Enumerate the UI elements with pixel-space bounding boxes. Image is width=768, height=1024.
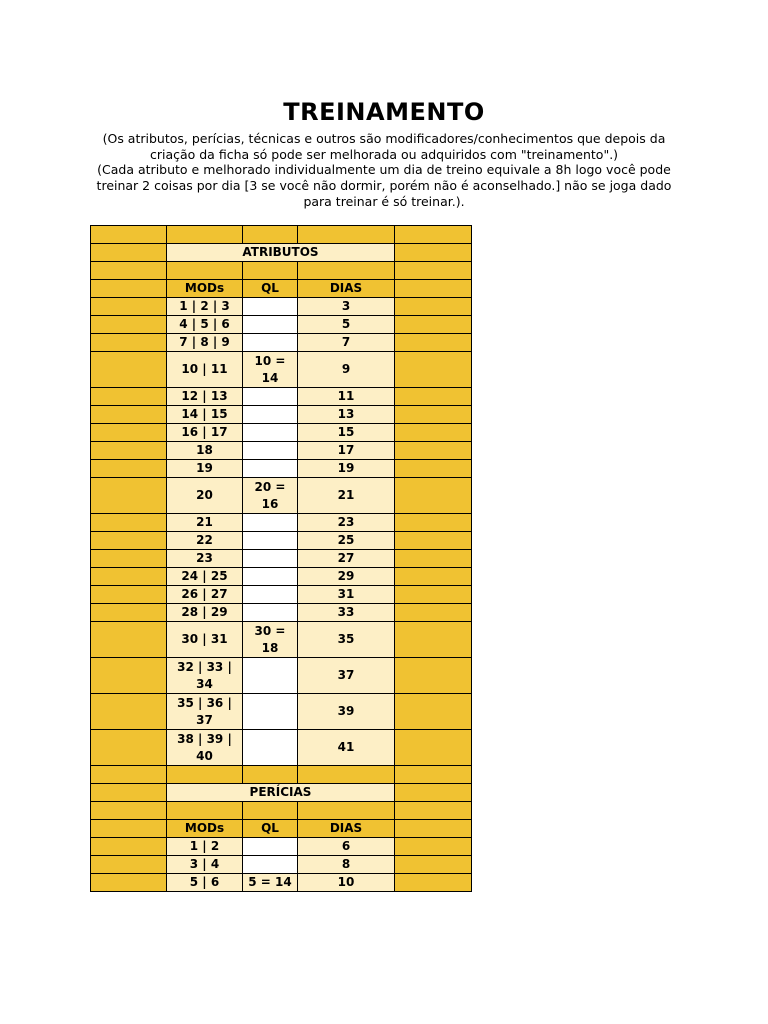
empty-cell xyxy=(395,280,472,298)
empty-cell xyxy=(91,622,167,658)
ql-cell: 20 = 16 xyxy=(243,478,298,514)
column-header-ql: QL xyxy=(243,820,298,838)
mods-cell: 21 xyxy=(167,514,243,532)
pericias-heading: PERÍCIAS xyxy=(167,784,395,802)
empty-cell xyxy=(395,316,472,334)
empty-cell xyxy=(91,784,167,802)
dias-cell: 29 xyxy=(298,568,395,586)
empty-cell xyxy=(395,478,472,514)
ql-cell xyxy=(243,838,298,856)
mods-cell: 35 | 36 | 37 xyxy=(167,694,243,730)
ql-cell xyxy=(243,334,298,352)
empty-cell xyxy=(91,604,167,622)
ql-cell xyxy=(243,316,298,334)
mods-cell: 4 | 5 | 6 xyxy=(167,316,243,334)
atributos-heading-row xyxy=(91,244,472,262)
ql-cell: 5 = 14 xyxy=(243,874,298,892)
empty-cell xyxy=(395,784,472,802)
table-row xyxy=(91,604,472,622)
column-header-ql: QL xyxy=(243,280,298,298)
mods-cell: 14 | 15 xyxy=(167,406,243,424)
mods-cell: 16 | 17 xyxy=(167,424,243,442)
dias-cell: 3 xyxy=(298,298,395,316)
ql-cell xyxy=(243,604,298,622)
dias-cell: 17 xyxy=(298,442,395,460)
empty-cell xyxy=(243,262,298,280)
empty-cell xyxy=(91,514,167,532)
column-header-dias: DIAS xyxy=(298,820,395,838)
empty-cell xyxy=(91,586,167,604)
empty-cell xyxy=(395,460,472,478)
spacer-row xyxy=(91,226,472,244)
empty-cell xyxy=(91,316,167,334)
empty-cell xyxy=(91,388,167,406)
ql-cell xyxy=(243,298,298,316)
table-row xyxy=(91,874,472,892)
table-row xyxy=(91,694,472,730)
dias-cell: 33 xyxy=(298,604,395,622)
mods-cell: 20 xyxy=(167,478,243,514)
mods-cell: 3 | 4 xyxy=(167,856,243,874)
ql-cell xyxy=(243,388,298,406)
empty-cell xyxy=(91,406,167,424)
spacer-row xyxy=(91,262,472,280)
table-row xyxy=(91,658,472,694)
empty-cell xyxy=(91,298,167,316)
empty-cell xyxy=(395,622,472,658)
dias-cell: 25 xyxy=(298,532,395,550)
empty-cell xyxy=(395,226,472,244)
empty-cell xyxy=(395,586,472,604)
empty-cell xyxy=(91,838,167,856)
empty-cell xyxy=(167,226,243,244)
empty-cell xyxy=(395,604,472,622)
empty-cell xyxy=(167,802,243,820)
column-header-dias: DIAS xyxy=(298,280,395,298)
dias-cell: 23 xyxy=(298,514,395,532)
dias-cell: 19 xyxy=(298,460,395,478)
table-row xyxy=(91,406,472,424)
table-row xyxy=(91,838,472,856)
table-row xyxy=(91,388,472,406)
empty-cell xyxy=(91,226,167,244)
empty-cell xyxy=(395,244,472,262)
training-table xyxy=(90,225,472,892)
dias-cell: 37 xyxy=(298,658,395,694)
mods-cell: 22 xyxy=(167,532,243,550)
empty-cell xyxy=(167,766,243,784)
empty-cell xyxy=(91,874,167,892)
empty-cell xyxy=(395,838,472,856)
empty-cell xyxy=(91,550,167,568)
empty-cell xyxy=(91,460,167,478)
dias-cell: 7 xyxy=(298,334,395,352)
table-row xyxy=(91,568,472,586)
mods-cell: 19 xyxy=(167,460,243,478)
table-row xyxy=(91,334,472,352)
empty-cell xyxy=(91,820,167,838)
empty-cell xyxy=(91,532,167,550)
ql-cell: 30 = 18 xyxy=(243,622,298,658)
mods-cell: 10 | 11 xyxy=(167,352,243,388)
table-row xyxy=(91,532,472,550)
empty-cell xyxy=(395,532,472,550)
dias-cell: 31 xyxy=(298,586,395,604)
dias-cell: 35 xyxy=(298,622,395,658)
empty-cell xyxy=(395,550,472,568)
table-row xyxy=(91,730,472,766)
intro-note-2: (Cada atributo e melhorado individualmente um dia de treino equivale a 8h logo você pode treinar 2 coisas por dia [3 se você não dormir, porém não é aconselhado.] não se joga dado para treinar é só treinar.). xyxy=(96,162,672,209)
dias-cell: 6 xyxy=(298,838,395,856)
dias-cell: 21 xyxy=(298,478,395,514)
dias-cell: 13 xyxy=(298,406,395,424)
empty-cell xyxy=(395,730,472,766)
ql-cell xyxy=(243,658,298,694)
dias-cell: 15 xyxy=(298,424,395,442)
empty-cell xyxy=(395,568,472,586)
mods-cell: 32 | 33 | 34 xyxy=(167,658,243,694)
empty-cell xyxy=(91,766,167,784)
empty-cell xyxy=(91,856,167,874)
table-row xyxy=(91,352,472,388)
empty-cell xyxy=(395,262,472,280)
atributos-column-headers xyxy=(91,280,472,298)
column-header-mods: MODs xyxy=(167,280,243,298)
dias-cell: 10 xyxy=(298,874,395,892)
dias-cell: 11 xyxy=(298,388,395,406)
ql-cell xyxy=(243,694,298,730)
table-row xyxy=(91,622,472,658)
table-row xyxy=(91,586,472,604)
pericias-heading-row xyxy=(91,784,472,802)
empty-cell xyxy=(395,856,472,874)
table-row xyxy=(91,460,472,478)
mods-cell: 18 xyxy=(167,442,243,460)
empty-cell xyxy=(395,874,472,892)
empty-cell xyxy=(91,334,167,352)
empty-cell xyxy=(91,802,167,820)
empty-cell xyxy=(91,694,167,730)
spacer-row xyxy=(91,766,472,784)
table-row xyxy=(91,442,472,460)
mods-cell: 24 | 25 xyxy=(167,568,243,586)
empty-cell xyxy=(91,730,167,766)
empty-cell xyxy=(395,334,472,352)
pericias-column-headers xyxy=(91,820,472,838)
empty-cell xyxy=(91,244,167,262)
ql-cell xyxy=(243,460,298,478)
mods-cell: 28 | 29 xyxy=(167,604,243,622)
ql-cell xyxy=(243,550,298,568)
dias-cell: 8 xyxy=(298,856,395,874)
empty-cell xyxy=(91,442,167,460)
page-title: TREINAMENTO xyxy=(283,98,485,126)
atributos-heading: ATRIBUTOS xyxy=(167,244,395,262)
empty-cell xyxy=(91,568,167,586)
empty-cell xyxy=(395,514,472,532)
table-row xyxy=(91,424,472,442)
ql-cell xyxy=(243,406,298,424)
column-header-mods: MODs xyxy=(167,820,243,838)
empty-cell xyxy=(167,262,243,280)
dias-cell: 41 xyxy=(298,730,395,766)
table-row xyxy=(91,298,472,316)
mods-cell: 38 | 39 | 40 xyxy=(167,730,243,766)
intro-note-1: (Os atributos, perícias, técnicas e outros são modificadores/conhecimentos que depois da criação da ficha só pode ser melhorada ou adquiridos com "treinamento".) xyxy=(102,131,666,162)
empty-cell xyxy=(395,694,472,730)
empty-cell xyxy=(395,388,472,406)
mods-cell: 1 | 2 | 3 xyxy=(167,298,243,316)
table-row xyxy=(91,478,472,514)
training-table-body xyxy=(91,226,472,892)
empty-cell xyxy=(298,802,395,820)
empty-cell xyxy=(91,424,167,442)
mods-cell: 26 | 27 xyxy=(167,586,243,604)
empty-cell xyxy=(91,352,167,388)
ql-cell: 10 = 14 xyxy=(243,352,298,388)
mods-cell: 7 | 8 | 9 xyxy=(167,334,243,352)
empty-cell xyxy=(243,766,298,784)
empty-cell xyxy=(91,280,167,298)
empty-cell xyxy=(91,658,167,694)
dias-cell: 5 xyxy=(298,316,395,334)
ql-cell xyxy=(243,568,298,586)
empty-cell xyxy=(91,478,167,514)
table-row xyxy=(91,316,472,334)
dias-cell: 9 xyxy=(298,352,395,388)
ql-cell xyxy=(243,730,298,766)
empty-cell xyxy=(298,766,395,784)
mods-cell: 30 | 31 xyxy=(167,622,243,658)
empty-cell xyxy=(298,262,395,280)
mods-cell: 1 | 2 xyxy=(167,838,243,856)
empty-cell xyxy=(243,226,298,244)
ql-cell xyxy=(243,586,298,604)
table-row xyxy=(91,550,472,568)
spacer-row xyxy=(91,802,472,820)
empty-cell xyxy=(395,442,472,460)
ql-cell xyxy=(243,532,298,550)
dias-cell: 27 xyxy=(298,550,395,568)
empty-cell xyxy=(395,820,472,838)
ql-cell xyxy=(243,856,298,874)
dias-cell: 39 xyxy=(298,694,395,730)
empty-cell xyxy=(395,766,472,784)
empty-cell xyxy=(395,298,472,316)
ql-cell xyxy=(243,514,298,532)
empty-cell xyxy=(91,262,167,280)
empty-cell xyxy=(395,424,472,442)
mods-cell: 23 xyxy=(167,550,243,568)
mods-cell: 12 | 13 xyxy=(167,388,243,406)
empty-cell xyxy=(395,802,472,820)
empty-cell xyxy=(298,226,395,244)
mods-cell: 5 | 6 xyxy=(167,874,243,892)
ql-cell xyxy=(243,442,298,460)
empty-cell xyxy=(395,352,472,388)
table-row xyxy=(91,856,472,874)
table-row xyxy=(91,514,472,532)
empty-cell xyxy=(243,802,298,820)
empty-cell xyxy=(395,406,472,424)
ql-cell xyxy=(243,424,298,442)
empty-cell xyxy=(395,658,472,694)
